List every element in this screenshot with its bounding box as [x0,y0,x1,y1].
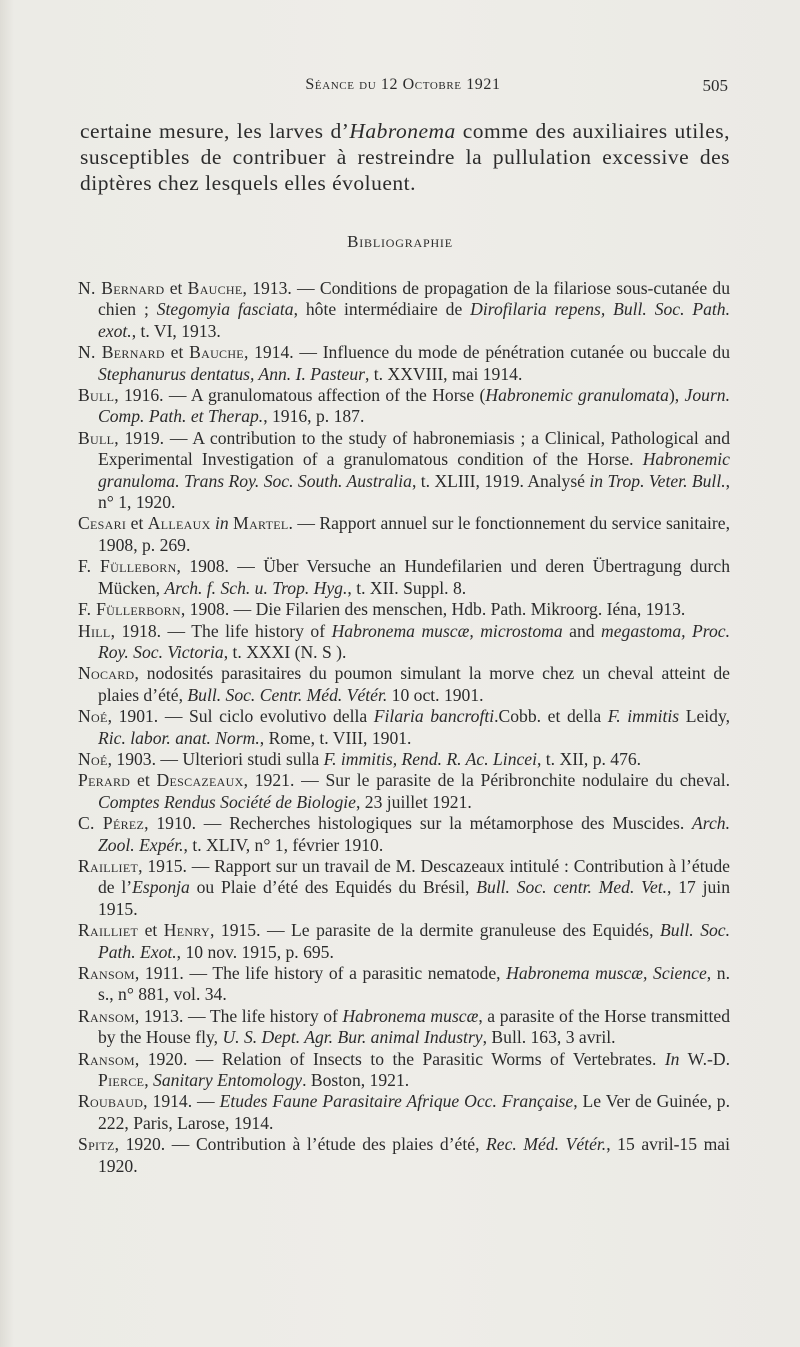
entry-author: Henry [163,920,211,941]
entry-text: , 1916, p. 187. [263,406,365,427]
bibliography-entry [78,1006,730,1049]
entry-italic-text: Habronemic granulomata [485,385,669,406]
bibliography-entry [78,663,730,706]
entry-text: , 1915. — Le parasite de la dermite granuleuse des Equidés, [210,920,660,941]
entry-author: Ransom [78,963,135,983]
bibliography-entry [78,428,730,514]
bibliography-entry [78,599,730,620]
entry-text: , 1919. — A contribution to the study of habronemiasis ; a Clinical, Pathological and Experimental Investigation of a granulomatous condition of the Horse. [98,427,730,470]
entry-author: Railliet [78,920,139,941]
entry-author: Bauche [189,342,244,363]
entry-text: , 1910. — Recherches histologiques sur la métamorphose des Muscides. [144,813,693,834]
entry-text: , t. XLIV, n° 1, février 1910. [183,834,384,855]
entry-author: Roubaud [78,1091,144,1112]
entry-text: , 17 juin 1915. [98,877,730,919]
entry-italic-text: Stephanurus dentatus, Ann. I. Pasteur [98,363,365,384]
entry-text: ), [668,385,685,406]
entry-text: . — Rapport annuel sur le fonctionnement du service sanitaire, 1908, p. 269. [98,513,730,555]
entry-italic-text: Stegomyia fasciata [156,299,294,320]
entry-author: C. Pérez [78,813,145,834]
entry-italic-text: Filaria bancrofti [373,706,495,727]
entry-italic-text: F. immitis, Rend. R. Ac. Lincei [323,748,537,769]
entry-italic-text: Arch. f. Sch. u. Trop. Hyg. [164,577,348,598]
entry-text: , 1916. — A granulomatous affection of the Horse ( [114,385,486,406]
bibliography-entry [78,963,730,1006]
entry-author: F. Fülleborn [78,556,177,577]
bibliography-entry [78,556,730,599]
entry-text: , t. XXXI (N. S ). [223,641,347,662]
entry-text: , t. XII. Suppl. 8. [347,577,467,598]
entry-text: , hôte intermédiaire de [293,299,471,320]
entry-text: , Le Ver de Guinée, p. 222, Paris, Larose, 1914. [98,1091,730,1133]
bibliography-entry [78,1134,730,1177]
entry-text: , 1911. — The life history of a parasitic nematode, [134,963,507,983]
bibliography-entry [78,385,730,428]
entry-author: N. Bernard [78,342,165,363]
intro-genus-name: Habronema [349,119,456,143]
entry-text: W.-D. [679,1048,730,1069]
entry-text: , 1918. — The life history of [110,620,332,641]
entry-text: 10 oct. 1901. [387,684,484,705]
entry-author: Noé [78,706,108,727]
bibliography-entry [78,342,730,385]
running-title: Séance du 12 Octobre 1921 [305,76,501,93]
entry-italic-text: Habronema muscæ, Science [506,963,707,983]
entry-italic-text: Bull. Soc. Centr. Méd. Vétér. [187,684,388,705]
entry-text: , 1914. — [143,1091,220,1112]
entry-text: , 1915. — Rapport sur un travail de M. Descazeaux intitulé : Contribution à l’étude de l’ [98,855,730,898]
running-head [78,76,728,100]
entry-italic-text: in [215,513,229,534]
entry-text: , 1903. — Ulteriori studi sulla [107,748,324,769]
entry-author: Bull [78,385,115,406]
entry-text: , Bull. 163, 3 avril. [482,1027,616,1048]
entry-author: Nocard [78,663,135,684]
entry-text: , n. s., n° 881, vol. 34. [98,963,730,1005]
intro-paragraph [80,118,730,196]
entry-author: Perard [78,770,131,791]
bibliography-entry [78,706,730,749]
entry-author: Spitz [78,1134,115,1155]
entry-italic-text: megastoma, Proc. Roy. Soc. Victoria [98,620,731,662]
entry-italic-text: Ric. labor. anat. Norm. [98,727,260,748]
entry-italic-text: Bull. Soc. centr. Med. Vet. [476,877,668,898]
entry-text: et [164,342,190,363]
entry-italic-text: U. S. Dept. Agr. Bur. animal Industry [222,1027,483,1048]
entry-text: , 1914. — Influence du mode de pénétration cutanée ou buccale du [243,342,730,363]
entry-author: F. Füllerborn [78,599,181,620]
bibliography-entry [78,278,730,342]
entry-text: et [130,770,157,791]
entry-text: et [164,278,188,298]
entry-text: , n° 1, 1920. [98,470,731,513]
bibliography-entry [78,513,730,556]
entry-text: , 1920. — Contribution à l’étude des plaies d’été, [114,1134,487,1155]
intro-text-end: comme des auxiliaires utiles, susceptibles de contribuer à restreindre la pullulation excessive des diptères chez lesquels elles évoluent. [80,119,730,195]
entry-author: Descazeaux [156,770,244,791]
entry-text: , 10 nov. 1915, p. 695. [176,941,334,962]
entry-text: , 1921. — Sur le parasite de la Péribronchite nodulaire du cheval. [243,770,730,791]
entry-author: Pierce [98,1070,145,1091]
entry-italic-text: Rec. Méd. Vétér. [486,1134,607,1155]
bibliography-heading: Bibliographie [347,232,453,251]
entry-author: Hill [78,620,111,641]
bibliography-entry [78,856,730,920]
entry-text: , t. XII, p. 476. [537,748,642,769]
bibliography-entry [78,1049,730,1092]
entry-text: , a parasite of the Horse transmitted by the House fly, [98,1005,730,1048]
entry-author: Bauche [187,278,243,298]
entry-text: , Rome, t. VIII, 1901. [259,727,412,748]
entry-italic-text: Bull. Soc. Path. Exot. [98,920,730,962]
bibliography-entry [78,749,730,770]
entry-text: , t. XLIII, 1919. Analysé [411,470,590,491]
entry-text: and [562,620,602,641]
entry-text: , 1901. — Sul ciclo evolutivo della [107,706,374,727]
entry-italic-text: Sanitary Entomology [153,1070,303,1091]
entry-author: N. Bernard [78,278,165,298]
bibliography-entry [78,1091,730,1134]
entry-italic-text: Comptes Rendus Société de Biologie [98,791,356,812]
entry-italic-text: F. immitis [607,706,680,727]
entry-italic-text: Habronemic granuloma. Trans Roy. Soc. South. Australia [98,449,730,491]
entry-italic-text: Habronema muscæ [342,1005,479,1026]
entry-italic-text: Arch. Zool. Expér. [98,813,730,855]
entry-italic-text: Esponja [132,877,190,898]
entry-author: Noé [78,748,108,769]
entry-author: Ransom [78,1048,135,1069]
entry-italic-text: in Trop. Veter. Bull. [589,470,726,491]
bibliography-entry [78,621,730,664]
entry-author: Martel [233,513,289,534]
entry-author: Bull [78,427,115,448]
entry-text: , t. VI, 1913. [131,320,221,341]
bibliography-list [78,278,730,1177]
entry-text: .Cobb. et della [494,706,608,727]
entry-italic-text: Habronema muscæ, microstoma [331,620,563,641]
entry-text: , 1908. — Über Versuche an Hundefilarien und deren Übertragung durch Mücken, [98,556,730,598]
entry-text: , 1908. — Die Filarien des menschen, Hdb. Path. Mikroorg. Iéna, 1913. [180,599,686,620]
entry-author: Alleaux [147,513,211,534]
page-number: 505 [702,76,728,95]
entry-text: , 23 juillet 1921. [355,791,472,812]
bibliography-entry [78,920,730,963]
entry-text: , nodosités parasitaires du poumon simulant la morve chez un cheval atteint de plaies d’été, [98,663,730,705]
entry-text: , 1913. — The life history of [134,1005,343,1026]
entry-text: , 15 avril-15 mai 1920. [98,1134,730,1176]
bibliography-entry [78,813,730,856]
entry-text: , t. XXVIII, mai 1914. [365,363,523,384]
entry-italic-text: Dirofilaria repens, Bull. Soc. Path. exot. [98,299,730,341]
entry-text: ou Plaie d’été des Equidés du Brésil, [189,877,477,898]
entry-italic-text: In [664,1048,680,1069]
entry-author: Ransom [78,1005,135,1026]
entry-text: et [126,513,148,534]
entry-text: , 1913. — Conditions de propagation de la filariose sous-cutanée du chien ; [98,278,730,320]
entry-text: , 1920. — Relation of Insects to the Parasitic Worms of Vertebrates. [134,1048,665,1069]
entry-text: , [144,1070,154,1091]
entry-text: . Boston, 1921. [302,1070,410,1091]
entry-author: Cesari [78,513,127,534]
entry-text: et [138,920,164,941]
bibliography-entry [78,770,730,813]
entry-italic-text: Journ. Comp. Path. et Therap. [98,385,730,427]
intro-text-start: certaine mesure, les larves d’ [80,119,350,143]
entry-author: Railliet [78,855,139,876]
entry-text: Leidy, [679,706,730,727]
entry-italic-text: Etudes Faune Parasitaire Afrique Occ. Française [219,1091,574,1112]
